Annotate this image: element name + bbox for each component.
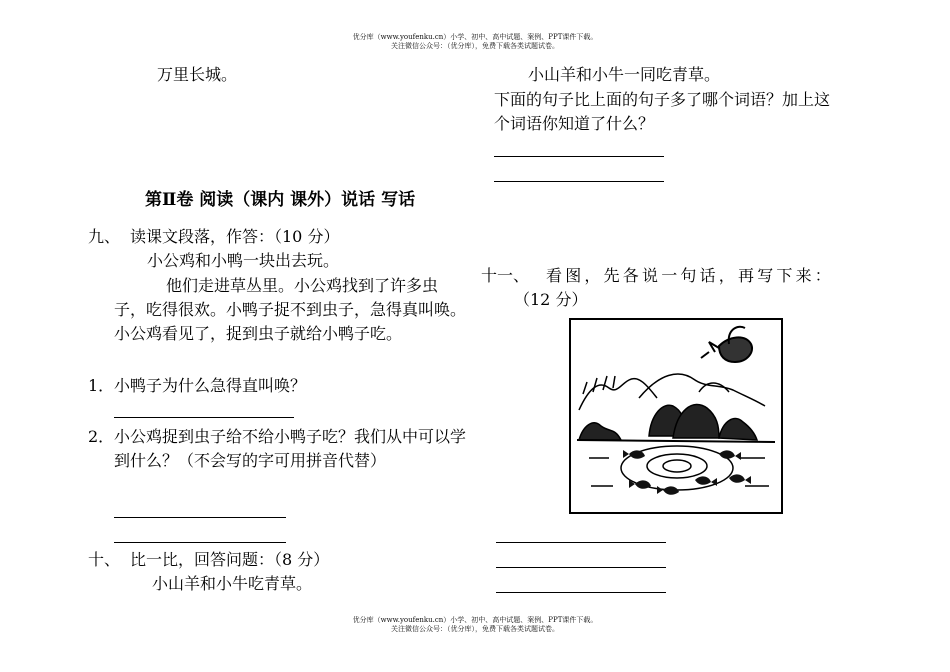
q9-sub2-text: 小公鸡捉到虫子给不给小鸭子吃？我们从中可以学到什么？（不会写的字可用拼音代替） [114, 427, 467, 470]
q9-passage-paragraph: 他们走进草丛里。小公鸡找到了许多虫子，吃得很欢。小鸭子捉不到虫子，急得真叫唤。小公鸡看见了，捉到虫子就给小鸭子吃。 [114, 276, 467, 343]
q10-sentence1: 小山羊和小牛吃青草。 [152, 574, 313, 593]
q11-answer-line-2[interactable] [496, 567, 666, 568]
q11-answer-line-3[interactable] [496, 592, 666, 593]
page-header-line2: 关注微信公众号：（优分库），免费下载各类试题试卷。 [391, 42, 559, 50]
left-top-fragment: 万里长城。 [157, 65, 238, 84]
q10-answer-line-2[interactable] [494, 181, 664, 182]
q9-number: 九、 [88, 227, 121, 246]
q9-sub1-text: 小鸭子为什么急得直叫唤？ [114, 376, 307, 395]
q9-title: 读课文段落，作答：（10 分） [130, 227, 340, 246]
q9-passage-line1: 小公鸡和小鸭一块出去玩。 [147, 251, 340, 270]
q11-title: 看图，先各说一句话，再写下来： [546, 266, 835, 285]
q10-question: 下面的句子比上面的句子多了哪个词语？加上这个词语你知道了什么？ [494, 90, 831, 133]
q9-sub1-number: 1． [88, 376, 115, 395]
q9-sub2-number: 2． [88, 427, 115, 446]
q10-number: 十、 [88, 550, 121, 569]
q11-number: 十一、 [481, 266, 530, 285]
q11-answer-line-1[interactable] [496, 542, 666, 543]
q9-sub2-answer-line-1[interactable] [114, 517, 286, 518]
page-footer-line1: 优分库（www.youfenku.cn）小学、初中、高中试题、案例、PPT课件下载。 [352, 616, 598, 624]
section-title: 第Ⅱ卷 阅读（课内 课外）说话 写话 [145, 190, 416, 210]
page-footer-line2: 关注微信公众号：（优分库），免费下载各类试题试卷。 [391, 625, 559, 633]
landscape-bird-fish-drawing-icon [569, 318, 783, 514]
q10-answer-line-1[interactable] [494, 156, 664, 157]
q9-sub2-answer-line-2[interactable] [114, 542, 286, 543]
q10-title: 比一比，回答问题：（8 分） [130, 550, 330, 569]
q10-sentence2: 小山羊和小牛一同吃青草。 [528, 65, 721, 84]
page-header-line1: 优分库（www.youfenku.cn）小学、初中、高中试题、案例、PPT课件下载。 [352, 33, 598, 41]
q9-sub1-answer-line[interactable] [114, 417, 294, 418]
q11-score: （12 分） [514, 290, 588, 309]
